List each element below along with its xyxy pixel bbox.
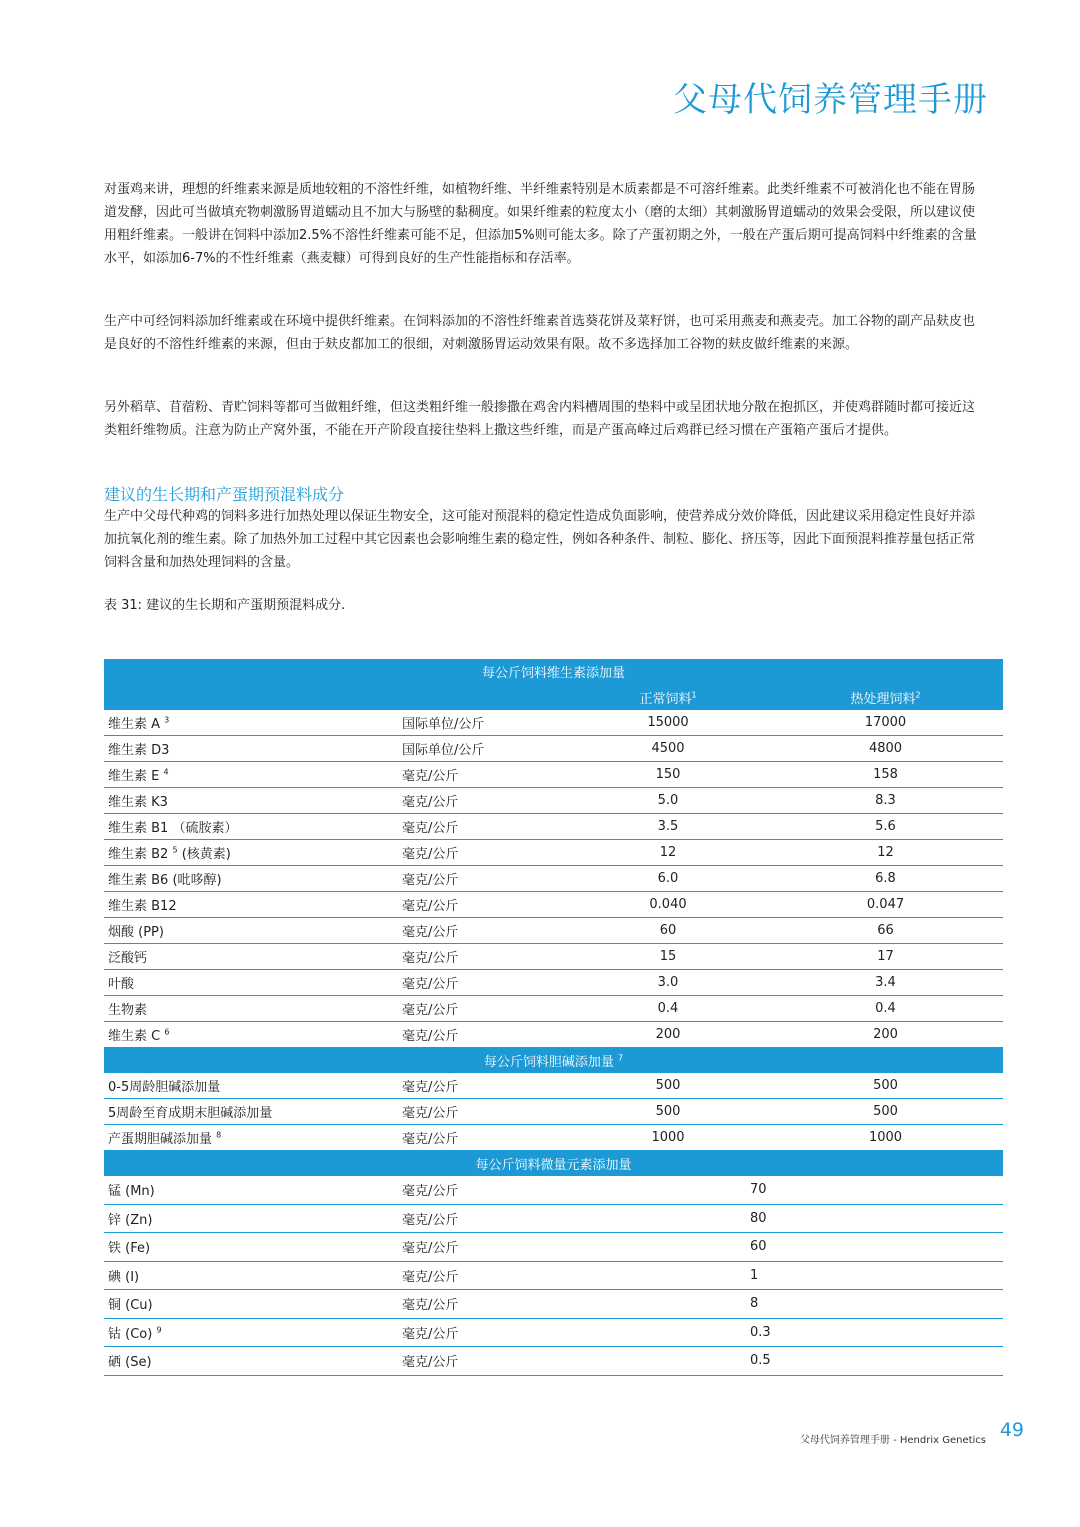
choline-row-0-name xyxy=(104,1073,398,1099)
mineral-row-4-name xyxy=(104,1290,398,1319)
unit-cell: 毫克/公斤 xyxy=(398,840,568,866)
vitamin-row-10-name-text: 叶酸 xyxy=(108,977,135,992)
heat-treated-value: 12 xyxy=(768,840,1003,866)
footnote-marker: 5 xyxy=(172,845,178,855)
normal-feed-value: 4500 xyxy=(568,736,768,762)
normal-feed-value: 3.0 xyxy=(568,970,768,996)
table-row xyxy=(104,866,1003,892)
footnote-marker: 8 xyxy=(216,1130,222,1140)
vitamin-row-1-name-text: 维生素 D3 xyxy=(108,743,170,758)
footnote-marker: 9 xyxy=(156,1325,162,1335)
band-choline xyxy=(104,1048,1003,1074)
vitamin-row-5-name-text: 维生素 B2 xyxy=(108,847,169,862)
heat-treated-value: 0.047 xyxy=(768,892,1003,918)
table-caption: 表 31: 建议的生长期和产蛋期预混料成分. xyxy=(104,598,346,613)
mineral-row-6-name-text: 硒 (Se) xyxy=(108,1355,152,1371)
heat-treated-value: 200 xyxy=(768,1022,1003,1048)
table-row xyxy=(104,814,1003,840)
vitamin-row-2-name-text: 维生素 E xyxy=(108,769,160,784)
mineral-value: 70 xyxy=(568,1176,1003,1204)
unit-cell: 毫克/公斤 xyxy=(398,1290,568,1319)
unit-cell: 毫克/公斤 xyxy=(398,1204,568,1233)
mineral-value: 8 xyxy=(568,1290,1003,1319)
mineral-value: 80 xyxy=(568,1204,1003,1233)
mineral-value: 0.3 xyxy=(568,1318,1003,1347)
unit-cell: 毫克/公斤 xyxy=(398,1125,568,1151)
normal-feed-value: 3.5 xyxy=(568,814,768,840)
page-number: 49 xyxy=(999,1419,1024,1441)
table-row xyxy=(104,892,1003,918)
table-row xyxy=(104,1022,1003,1048)
table-row xyxy=(104,762,1003,788)
heat-treated-value: 500 xyxy=(768,1073,1003,1099)
footer-text: 父母代饲养管理手册 - Hendrix Genetics xyxy=(799,1435,986,1446)
vitamin-row-11-name-text: 生物素 xyxy=(108,1003,148,1018)
heat-treated-value: 500 xyxy=(768,1099,1003,1125)
choline-row-0-name-text: 0-5周龄胆碱添加量 xyxy=(108,1080,221,1095)
unit-cell: 毫克/公斤 xyxy=(398,1261,568,1290)
vitamin-row-8-name xyxy=(104,918,398,944)
normal-feed-value: 60 xyxy=(568,918,768,944)
table-row xyxy=(104,1233,1003,1262)
unit-cell: 国际单位/公斤 xyxy=(398,736,568,762)
mineral-row-2-name xyxy=(104,1233,398,1262)
heat-treated-value: 17 xyxy=(768,944,1003,970)
table-row xyxy=(104,1125,1003,1151)
heat-treated-value: 4800 xyxy=(768,736,1003,762)
vitamin-row-10-name xyxy=(104,970,398,996)
table-row xyxy=(104,1290,1003,1319)
normal-feed-value: 500 xyxy=(568,1073,768,1099)
column-header-row xyxy=(104,684,1003,710)
table-row xyxy=(104,918,1003,944)
footnote-marker: 6 xyxy=(164,1027,170,1037)
unit-cell: 毫克/公斤 xyxy=(398,1073,568,1099)
vitamin-row-12-name xyxy=(104,1022,398,1048)
normal-feed-value: 6.0 xyxy=(568,866,768,892)
choline-row-1-name-text: 5周龄至育成期末胆碱添加量 xyxy=(108,1106,273,1121)
paragraph-fiber-sources: 对蛋鸡来讲，理想的纤维素来源是质地较粗的不溶性纤维，如植物纤维、半纤维素特别是木质素都是不可溶纤维素。此类纤维素不可被消化也不能在胃肠道发酵，因此可当做填充物刺激肠胃道蠕动且不加大与肠壁的黏稠度。如果纤维素的粒度太小（磨的太细）其刺激肠胃道蠕动的效果会受限，所以建议使用粗纤维素。一般讲在饲料中添加2.5%不溶性纤维素可能不足，但添加5%则可能太多。除了产蛋初期之外，一般在产蛋后期可提高饲料中纤维素的含量水平，如添加6-7%的不性纤维素（燕麦糠）可得到良好的生产性能指标和存活率。 xyxy=(104,182,977,266)
vitamin-row-4-name-text: 维生素 B1 （硫胺素） xyxy=(108,821,238,836)
unit-cell: 毫克/公斤 xyxy=(398,944,568,970)
heat-treated-value: 5.6 xyxy=(768,814,1003,840)
normal-feed-value: 200 xyxy=(568,1022,768,1048)
vitamin-row-6-name xyxy=(104,866,398,892)
mineral-row-5-name xyxy=(104,1318,398,1347)
table-row xyxy=(104,970,1003,996)
unit-cell: 毫克/公斤 xyxy=(398,1347,568,1376)
paragraph-fiber-feed: 生产中可经饲料添加纤维素或在环境中提供纤维素。在饲料添加的不溶性纤维素首选葵花饼及菜籽饼，也可采用燕麦和燕麦壳。加工谷物的副产品麸皮也是良好的不溶性纤维素的来源，但由于麸皮都加工的很细，对刺激肠胃运动效果有限。故不多选择加工谷物的麸皮做纤维素的来源。 xyxy=(104,314,976,352)
band-choline-label xyxy=(104,1048,1003,1074)
band-minerals-label xyxy=(104,1151,1003,1177)
mineral-row-5-name-text: 钴 (Co) xyxy=(108,1326,153,1342)
footnote-marker: 4 xyxy=(163,767,169,777)
normal-feed-value: 0.4 xyxy=(568,996,768,1022)
table-row xyxy=(104,788,1003,814)
heat-treated-value: 6.8 xyxy=(768,866,1003,892)
table-row xyxy=(104,1347,1003,1376)
normal-feed-value: 150 xyxy=(568,762,768,788)
header-blank-unit xyxy=(398,684,568,710)
unit-cell: 毫克/公斤 xyxy=(398,970,568,996)
vitamin-row-3-name-text: 维生素 K3 xyxy=(108,795,168,810)
header-blank xyxy=(104,684,398,710)
paragraph-roughage: 另外稻草、苜蓿粉、青贮饲料等都可当做粗纤维，但这类粗纤维一般掺撒在鸡舍内料槽周围的垫料中或呈团状地分散在抱抓区，并使鸡群随时都可接近这类粗纤维物质。注意为防止产窝外蛋，不能在开产阶段直接往垫料上撒这些纤维，而是产蛋高峰过后鸡群已经习惯在产蛋箱产蛋后才提供。 xyxy=(104,400,976,438)
vitamin-row-12-name-text: 维生素 C xyxy=(108,1029,161,1044)
heat-treated-value: 1000 xyxy=(768,1125,1003,1151)
band-choline-text: 每公斤饲料胆碱添加量 xyxy=(483,1055,614,1070)
heat-treated-value: 8.3 xyxy=(768,788,1003,814)
vitamin-row-0-name xyxy=(104,710,398,736)
normal-feed-value: 12 xyxy=(568,840,768,866)
footnote-marker: 7 xyxy=(618,1053,624,1063)
unit-cell: 毫克/公斤 xyxy=(398,1099,568,1125)
vitamin-row-3-name xyxy=(104,788,398,814)
choline-row-2-name xyxy=(104,1125,398,1151)
normal-feed-value: 15000 xyxy=(568,710,768,736)
mineral-row-6-name xyxy=(104,1347,398,1376)
mineral-row-1-name-text: 锌 (Zn) xyxy=(108,1212,153,1228)
header-normal-feed: 正常饲料$^1$ xyxy=(568,684,768,710)
page-footer xyxy=(0,1419,1080,1449)
vitamin-row-9-name-text: 泛酸钙 xyxy=(108,951,148,966)
vitamin-row-4-name xyxy=(104,814,398,840)
mineral-row-0-name xyxy=(104,1176,398,1204)
normal-feed-value: 0.040 xyxy=(568,892,768,918)
normal-feed-value: 15 xyxy=(568,944,768,970)
mineral-row-3-name-text: 碘 (I) xyxy=(108,1269,140,1285)
unit-cell: 国际单位/公斤 xyxy=(398,710,568,736)
heat-treated-value: 17000 xyxy=(768,710,1003,736)
table-row xyxy=(104,1176,1003,1204)
name-suffix: (核黄素) xyxy=(181,847,231,862)
unit-cell: 毫克/公斤 xyxy=(398,1318,568,1347)
unit-cell: 毫克/公斤 xyxy=(398,762,568,788)
mineral-row-0-name-text: 锰 (Mn) xyxy=(108,1184,155,1200)
choline-row-1-name xyxy=(104,1099,398,1125)
normal-feed-value: 1000 xyxy=(568,1125,768,1151)
footnote-marker: 3 xyxy=(164,715,170,725)
header-heat-treated-feed: 热处理饲料$^2$ xyxy=(768,684,1003,710)
table-row xyxy=(104,710,1003,736)
choline-row-2-name-text: 产蛋期胆碱添加量 xyxy=(108,1132,213,1147)
vitamin-row-8-name-text: 烟酸 (PP) xyxy=(108,925,164,940)
heat-treated-value: 0.4 xyxy=(768,996,1003,1022)
unit-cell: 毫克/公斤 xyxy=(398,1233,568,1262)
paragraph-premix-stability: 生产中父母代种鸡的饲料多进行加热处理以保证生物安全，这可能对预混料的稳定性造成负面影响，使营养成分效价降低，因此建议采用稳定性良好并添加抗氧化剂的维生素。除了加热外加工过程中其它因素也会影响维生素的稳定性，例如各种条件、制粒、膨化、挤压等，因此下面预混料推荐量包括正常饲料含量和加热处理饲料的含量。 xyxy=(104,509,976,570)
vitamin-row-2-name xyxy=(104,762,398,788)
table-row xyxy=(104,736,1003,762)
vitamin-row-7-name xyxy=(104,892,398,918)
table-row xyxy=(104,944,1003,970)
unit-cell: 毫克/公斤 xyxy=(398,996,568,1022)
unit-cell: 毫克/公斤 xyxy=(398,1022,568,1048)
unit-cell: 毫克/公斤 xyxy=(398,814,568,840)
unit-cell: 毫克/公斤 xyxy=(398,788,568,814)
premix-table xyxy=(104,659,1003,1376)
band-minerals xyxy=(104,1151,1003,1177)
mineral-value: 1 xyxy=(568,1261,1003,1290)
unit-cell: 毫克/公斤 xyxy=(398,892,568,918)
vitamin-row-7-name-text: 维生素 B12 xyxy=(108,899,177,914)
mineral-value: 60 xyxy=(568,1233,1003,1262)
table-row xyxy=(104,840,1003,866)
heat-treated-value: 66 xyxy=(768,918,1003,944)
vitamin-row-11-name xyxy=(104,996,398,1022)
table-row xyxy=(104,1261,1003,1290)
page-title: 父母代饲养管理手册 xyxy=(673,80,988,120)
vitamin-row-9-name xyxy=(104,944,398,970)
table-row xyxy=(104,1204,1003,1233)
band-vitamins-label: 每公斤饲料维生素添加量 xyxy=(104,659,1003,684)
mineral-row-2-name-text: 铁 (Fe) xyxy=(108,1241,151,1257)
band-vitamins xyxy=(104,659,1003,684)
mineral-row-3-name xyxy=(104,1261,398,1290)
vitamin-row-5-name xyxy=(104,840,398,866)
normal-feed-value: 500 xyxy=(568,1099,768,1125)
table-row xyxy=(104,1318,1003,1347)
table-row xyxy=(104,996,1003,1022)
heat-treated-value: 3.4 xyxy=(768,970,1003,996)
vitamin-row-6-name-text: 维生素 B6 (吡哆醇) xyxy=(108,873,222,888)
unit-cell: 毫克/公斤 xyxy=(398,918,568,944)
mineral-row-4-name-text: 铜 (Cu) xyxy=(108,1298,153,1314)
unit-cell: 毫克/公斤 xyxy=(398,1176,568,1204)
mineral-row-1-name xyxy=(104,1204,398,1233)
heat-treated-value: 158 xyxy=(768,762,1003,788)
table-row xyxy=(104,1099,1003,1125)
table-row xyxy=(104,1073,1003,1099)
mineral-value: 0.5 xyxy=(568,1347,1003,1376)
normal-feed-value: 5.0 xyxy=(568,788,768,814)
section-heading: 建议的生长期和产蛋期预混料成分 xyxy=(104,485,345,504)
vitamin-row-0-name-text: 维生素 A xyxy=(108,717,161,732)
unit-cell: 毫克/公斤 xyxy=(398,866,568,892)
vitamin-row-1-name xyxy=(104,736,398,762)
band-minerals-text: 每公斤饲料微量元素添加量 xyxy=(475,1158,632,1173)
